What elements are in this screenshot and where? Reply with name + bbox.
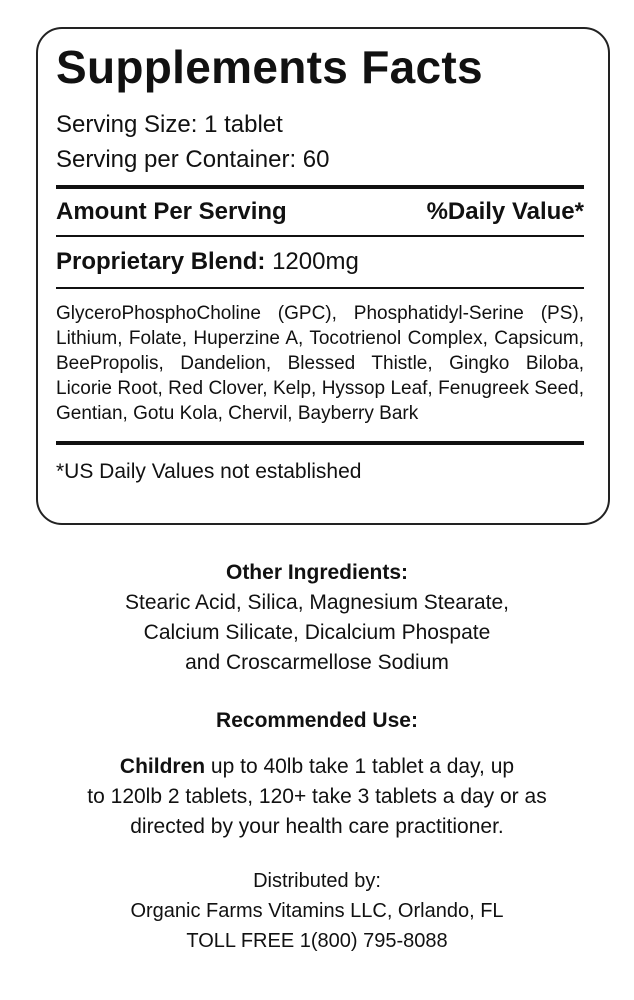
toll-free-phone: TOLL FREE 1(800) 795-8088 xyxy=(186,930,448,952)
blend-divider xyxy=(56,287,584,289)
daily-value-label: %Daily Value* xyxy=(426,198,584,225)
other-ingredients-heading: Other Ingredients: xyxy=(225,561,409,584)
serving-size: Serving Size: 1 tablet xyxy=(56,111,283,138)
amount-per-serving-label: Amount Per Serving xyxy=(56,198,287,225)
recommended-use-line1: up to 40lb take 1 tablet a day, up xyxy=(205,755,515,778)
amount-header-row xyxy=(56,189,584,235)
blend-ingredients: GlyceroPhosphoCholine (GPC), Phosphatidyl-Serine (PS), Lithium, Folate, Huperzine A, Tocotrienol Complex, Capsicum, BeePropolis, Dandelion, Blessed Thistle, Gingko Biloba, Licorie Root, Red Clover, Kelp, Hyssop Leaf, Fenugreek Seed, Gentian, Gotu Kola, Chervil, Bayberry Bark xyxy=(56,303,584,424)
distributor-company: Organic Farms Vitamins LLC, Orlando, FL xyxy=(130,900,504,922)
other-ingredients-line: Stearic Acid, Silica, Magnesium Stearate, xyxy=(124,591,509,614)
title-divider xyxy=(56,99,584,101)
facts-title: Supplements Facts xyxy=(56,41,483,93)
recommended-use-line3: directed by your health care practitioner. xyxy=(130,815,504,838)
distributor-section xyxy=(0,866,634,956)
daily-value-footnote: *US Daily Values not established xyxy=(56,460,362,483)
other-ingredients-line: Calcium Silicate, Dicalcium Phospate xyxy=(143,621,491,644)
blend-label: Proprietary Blend: xyxy=(56,248,266,275)
recommended-use-line2: to 120lb 2 tablets, 120+ take 3 tablets a day or as xyxy=(87,785,547,808)
proprietary-blend-row xyxy=(56,237,584,287)
other-ingredients-section xyxy=(0,558,634,678)
recommended-use-line xyxy=(0,752,634,782)
other-ingredients-line: and Croscarmellose Sodium xyxy=(185,651,449,674)
children-label: Children xyxy=(119,755,206,778)
blend-amount: 1200mg xyxy=(272,248,359,275)
servings-per-container: Serving per Container: 60 xyxy=(56,146,330,173)
recommended-use-section xyxy=(0,706,634,842)
supplement-facts-panel xyxy=(36,27,610,525)
distributor-label: Distributed by: xyxy=(253,870,381,892)
recommended-use-heading: Recommended Use: xyxy=(216,709,418,732)
